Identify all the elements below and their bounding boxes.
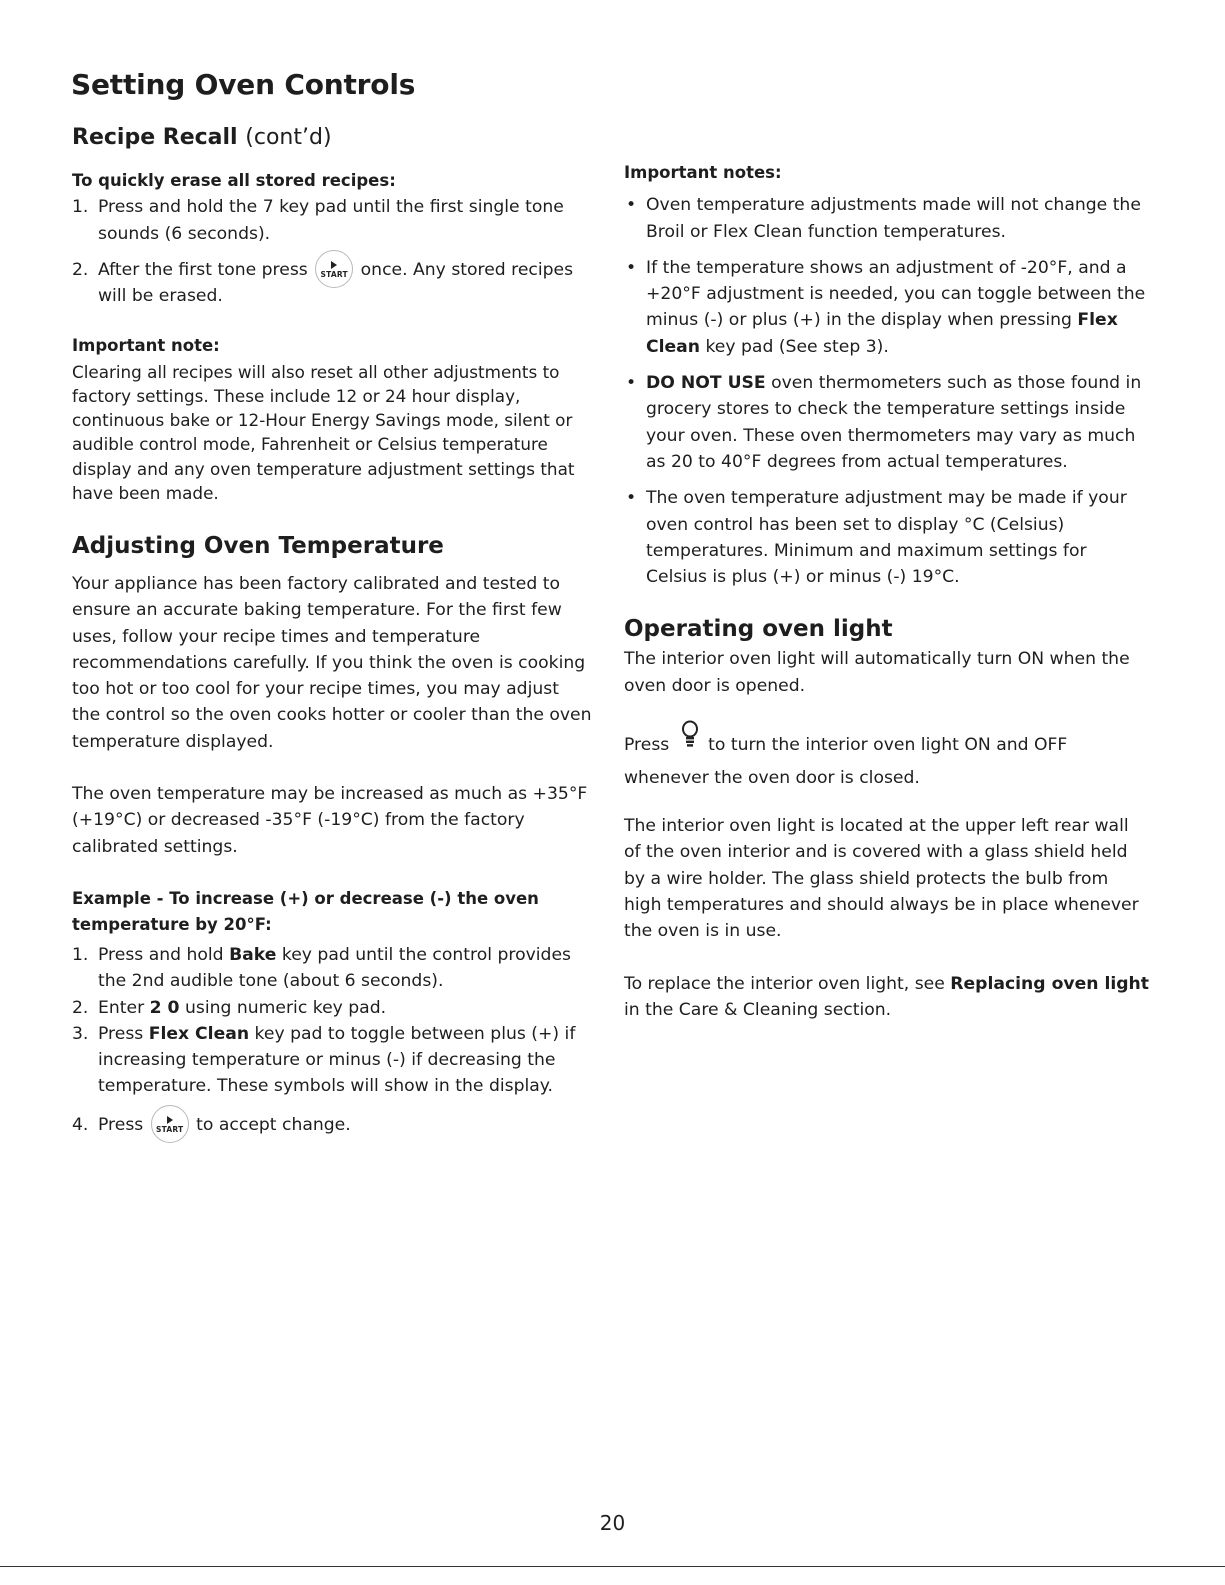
do-not-use-warning: DO NOT USE <box>646 373 766 394</box>
section-title-recipe-recall <box>72 125 332 150</box>
flex-clean-key-label: Flex Clean <box>646 310 1118 357</box>
adjusting-para-1: Your appliance has been factory calibrated and tested to ensure an accurate baking temperature. For the first few uses, follow your recipe times and temperature recommendations carefully. If you think the oven is cooking too hot or too cool for your recipe times, you may adjust the control so the oven cooks hotter or cooler than the oven temperature displayed. <box>72 574 592 752</box>
step-number: 1. <box>72 197 89 218</box>
oven-light-para-4: To replace the interior oven light, see Replacing oven light in the Care & Cleaning section. <box>624 973 1149 1020</box>
oven-light-para-3: The interior oven light is located at the upper left rear wall of the oven interior and is covered with a glass shield held by a wire holder. The glass shield protects the bulb from high temperatures and should always be in place whenever the oven is in use. <box>624 816 1139 942</box>
recipe-recall-title: Recipe Recall <box>72 125 238 150</box>
example-heading: Example - To increase (+) or decrease (-) the oven temperature by 20°F: <box>72 888 539 934</box>
note-item-1: • Oven temperature adjustments made will not change the Broil or Flex Clean function temperatures. <box>626 195 1141 242</box>
step-text-before: After the first tone press <box>98 259 308 280</box>
step-text-after: once. Any stored recipes will be erased. <box>98 259 574 307</box>
page-number: 20 <box>599 1511 626 1535</box>
note-item-2: • If the temperature shows an adjustment of -20°F, and a +20°F adjustment is needed, you can toggle between the minus (-) or plus (+) in the display when pressing Flex Clean key pad (See step 3). <box>626 257 1146 357</box>
example-step-3: 3. Press Flex Clean key pad to toggle between plus (+) if increasing temperature or minus (-) if decreasing the temperature. These symbols will show in the display. <box>72 1023 576 1097</box>
operating-oven-light-title: Operating oven light <box>624 616 893 643</box>
bottom-rule <box>0 1566 1225 1567</box>
example-step-2: 2. Enter 2 0 using numeric key pad. <box>72 997 387 1018</box>
bake-key-label: Bake <box>229 944 277 965</box>
important-note-text: Clearing all recipes will also reset all other adjustments to factory settings. These include 12 or 24 hour display, continuous bake or 12-Hour Energy Savings mode, silent or audible control mode, Fahrenheit or Celsius temperature display and any oven temperature adjustment settings that have been made. <box>72 361 575 503</box>
start-key-icon: START <box>315 250 353 288</box>
left-column <box>72 168 592 1138</box>
note-item-4: • The oven temperature adjustment may be made if your oven control has been set to display °C (Celsius) temperatures. Minimum and maximum settings for Celsius is plus (+) or minus (-) 19°C. <box>626 488 1127 588</box>
light-bulb-icon <box>679 720 701 760</box>
erase-step-1 <box>72 194 592 247</box>
adjusting-para-2: The oven temperature may be increased as much as +35°F (+19°C) or decreased -35°F (-19°C) from the factory calibrated settings. <box>72 784 588 857</box>
note-item-3: • DO NOT USE oven thermometers such as those found in grocery stores to check the temperature settings inside your oven. These oven thermometers may vary as much as 20 to 40°F degrees from actual temperatures. <box>626 373 1142 472</box>
important-note-heading: Important note: <box>72 336 220 356</box>
adjusting-oven-temperature-title: Adjusting Oven Temperature <box>72 533 444 559</box>
example-step-1: 1. Press and hold Bake key pad until the control provides the 2nd audible tone (about 6 seconds). <box>72 944 571 992</box>
recipe-recall-suffix: (cont’d) <box>245 125 332 150</box>
right-column <box>624 160 1149 1023</box>
start-key-icon: START <box>151 1105 189 1143</box>
important-notes-heading: Important notes: <box>624 163 782 182</box>
page-title: Setting Oven Controls <box>71 68 416 101</box>
example-step-4: 4. Press START to accept change. <box>72 1112 592 1138</box>
oven-light-press-instruction: Press to turn the interior oven light ON and OFF whenever the oven door is closed. <box>624 729 1149 795</box>
step-number: 2. <box>72 259 89 280</box>
step-text: Press and hold the 7 key pad until the first single tone sounds (6 seconds). <box>98 197 564 244</box>
erase-heading: To quickly erase all stored recipes: <box>72 171 396 190</box>
numeric-entry: 2 0 <box>149 997 180 1018</box>
erase-step-2 <box>72 257 592 310</box>
oven-light-para-1: The interior oven light will automatically turn ON when the oven door is opened. <box>624 649 1130 696</box>
replacing-oven-light-reference: Replacing oven light <box>950 973 1149 994</box>
flex-clean-key-label: Flex Clean <box>148 1023 250 1044</box>
